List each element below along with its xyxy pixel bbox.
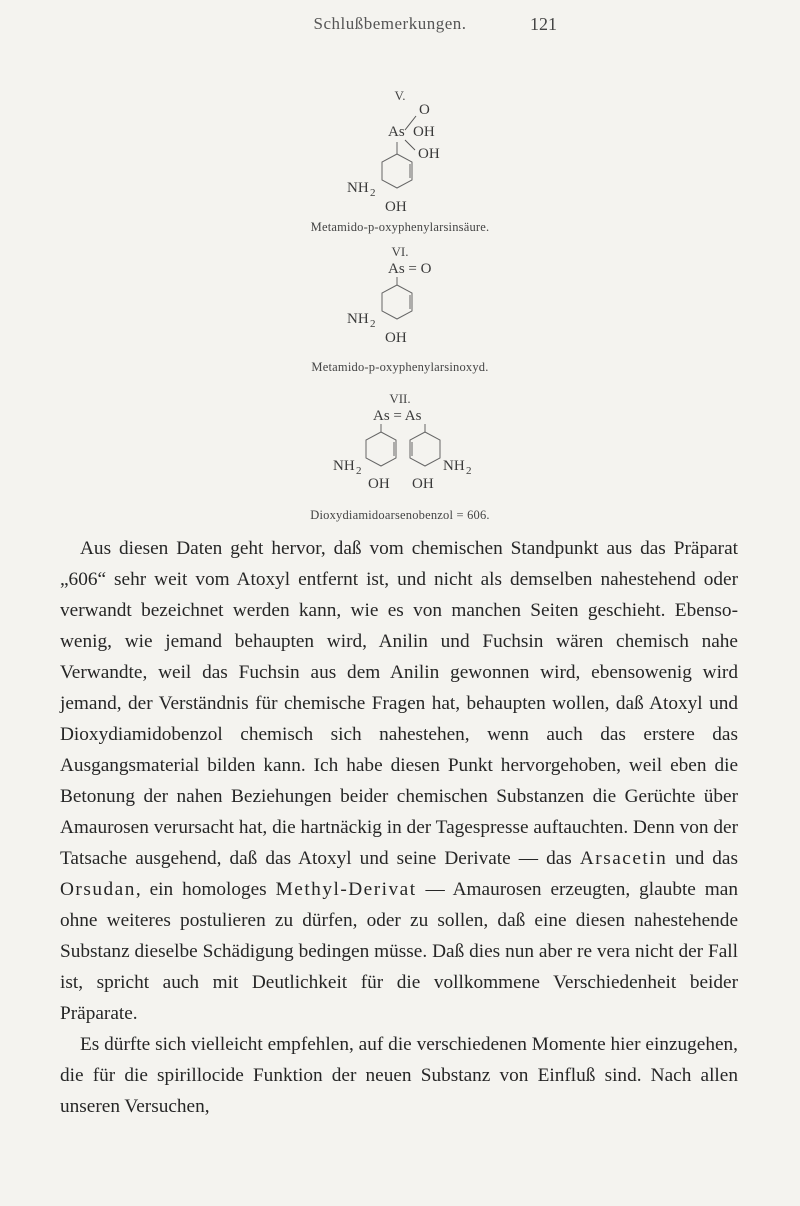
text-run: — Amaurosen erzeugten, glaubte man ohne weiteres postulieren zu dürfen, oder zu sollen, daß eine diesen nahestehende Substanz dieselbe Schädigung bedingen müsse. Daß dies nun aber re vera nicht der Fall ist, spricht auch mit Deutlichkeit für die vollkommene Verschiedenheit beider Präparate. bbox=[60, 879, 738, 1024]
benzene-ring-right bbox=[410, 424, 440, 466]
emphasized-term: Orsudan bbox=[60, 879, 136, 900]
formula-caption-v: Metamido-p-oxyphenylarsinsäure. bbox=[310, 220, 490, 234]
page-header bbox=[0, 14, 800, 38]
oxygen-label: O bbox=[419, 102, 430, 118]
formula-numeral-v: V. bbox=[394, 88, 406, 103]
benzene-ring bbox=[382, 277, 412, 319]
benzene-ring-left bbox=[366, 424, 396, 466]
paragraph-2 bbox=[60, 1029, 738, 1122]
amino-label: NH bbox=[347, 180, 369, 196]
text-run: Aus diesen Daten geht hervor, daß vom chemischen Standpunkt aus das Präparat „606“ sehr weit vom Atoxyl entfernt ist, und nicht als demselben nahestehend oder verwandt bezeichnet werden kann, wie es von manchen Seiten geschieht. Ebensowenig, wie jemand behaupten wird, Anilin und Fuchsin wären chemisch nahe Verwandte, weil das Fuchsin aus dem Anilin gewonnen wird, ebensowenig wird jemand, der Verständnis für chemische Fragen hat, behaupten wollen, daß Atoxyl und Dioxydiamidobenzol chemisch sich nahestehen, wenn auch das erstere das Ausgangsmaterial bilden kann. Ich habe diesen Punkt hervorgehoben, weil eben die Betonung der nahen Beziehungen beider chemischen Substanzen die Gerüchte über Amaurosen verursacht hat, die hartnäckig in der Tagespresse auftauchten. Denn von der Tatsache ausgehend, daß das Atoxyl und seine Derivate — das bbox=[60, 538, 738, 869]
amino-subscript: 2 bbox=[370, 318, 376, 330]
body-text bbox=[60, 533, 738, 1122]
bond-line bbox=[405, 140, 415, 150]
text-run: Es dürfte sich vielleicht empfehlen, auf die verschiedenen Momente hier einzugehen, die für die spirillocide Funktion der neuen Substanz von Einfluß sind. Nach allen unseren Versuchen, bbox=[60, 1034, 738, 1117]
arseno-bridge-label: As = As bbox=[373, 408, 422, 424]
amino-label-left: NH bbox=[333, 458, 355, 474]
arsenic-oxide-label: As = O bbox=[388, 261, 432, 277]
benzene-ring bbox=[382, 142, 412, 188]
formula-caption-vii: Dioxydiamidoarsenobenzol = 606. bbox=[310, 508, 490, 522]
amino-label-right: NH bbox=[443, 458, 465, 474]
amino-subscript: 2 bbox=[370, 187, 376, 199]
amino-subscript-left: 2 bbox=[356, 465, 362, 477]
structural-formula-vi bbox=[0, 255, 800, 355]
amino-label: NH bbox=[347, 311, 369, 327]
page-number: 121 bbox=[530, 14, 557, 34]
hydroxyl-label: OH bbox=[413, 124, 435, 140]
structural-formula-vii bbox=[0, 402, 800, 512]
arsenic-label: As bbox=[388, 124, 405, 140]
formula-numeral-vii: VII. bbox=[389, 391, 411, 406]
formula-vii bbox=[0, 402, 800, 512]
amino-subscript-right: 2 bbox=[466, 465, 472, 477]
ring-hydroxyl-label: OH bbox=[385, 330, 407, 346]
formula-caption-vi: Metamido-p-oxyphenylarsinoxyd. bbox=[311, 360, 489, 374]
formula-numeral-vi: VI. bbox=[391, 244, 409, 259]
text-run: und das bbox=[667, 848, 738, 869]
emphasized-term: Arsacetin bbox=[579, 848, 668, 869]
running-title: Schlußbemerkungen. bbox=[313, 14, 467, 33]
formula-vi bbox=[0, 255, 800, 355]
paragraph-1 bbox=[60, 533, 738, 1029]
hydroxyl-label: OH bbox=[418, 146, 440, 162]
text-run: , ein homologes bbox=[135, 879, 276, 900]
ring-hydroxyl-label: OH bbox=[385, 199, 407, 215]
ring-hydroxyl-label-left: OH bbox=[368, 476, 390, 492]
emphasized-term: Methyl-Derivat bbox=[275, 879, 417, 900]
ring-hydroxyl-label-right: OH bbox=[412, 476, 434, 492]
